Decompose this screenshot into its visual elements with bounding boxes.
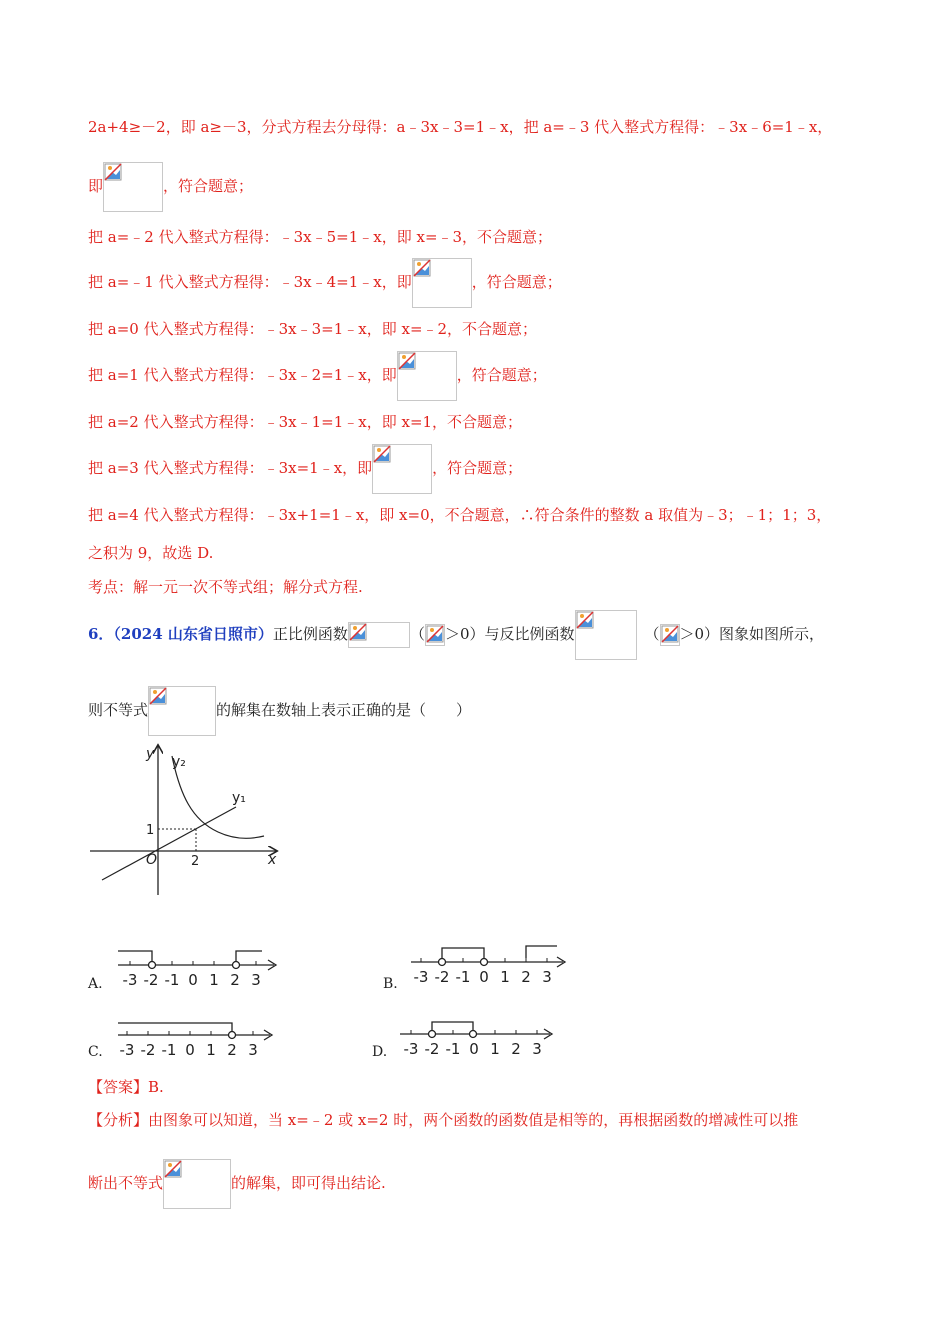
tick-label: -1	[161, 1041, 177, 1059]
solution-line-4	[88, 272, 562, 294]
question-text: 正比例函数	[272, 625, 348, 643]
formula-image-placeholder	[372, 444, 432, 494]
broken-image-icon	[164, 1160, 182, 1178]
tick-label: 1	[490, 1040, 500, 1058]
analysis-line-1	[88, 1110, 798, 1130]
tick-label: -1	[164, 971, 180, 989]
open-dot	[229, 1032, 236, 1039]
tick-label: 1	[206, 1041, 216, 1059]
solution-line-6	[88, 365, 547, 387]
origin-label: O	[146, 852, 158, 868]
formula-image-placeholder	[397, 351, 457, 401]
segment-d	[432, 1022, 473, 1030]
ray-left-c	[118, 1023, 232, 1031]
function-graph	[88, 740, 288, 900]
y-axis-label: y	[146, 746, 155, 762]
broken-image-icon	[576, 611, 594, 629]
line6-suffix: ，符合题意；	[456, 366, 547, 384]
tick-label: 0	[185, 1041, 195, 1059]
tick-label: 2	[511, 1040, 521, 1058]
tick-label: 3	[248, 1041, 258, 1059]
question-6-line-1	[88, 622, 824, 648]
solution-line-7: 把 a=2 代入整式方程得：﹣3x﹣1=1﹣x，即 x=1，不合题意；	[88, 413, 523, 431]
tick-label: -3	[122, 971, 138, 989]
number-line-a[interactable]	[114, 945, 284, 995]
broken-image-icon	[426, 625, 444, 643]
x-axis-label: x	[268, 852, 277, 868]
answer: 【答案】B.	[88, 1078, 164, 1096]
broken-image-icon	[398, 352, 416, 370]
analysis2-suffix: 的解集，即可得出结论.	[231, 1174, 386, 1192]
open-dot	[470, 1031, 477, 1038]
question-text-2-suffix: 的解集在数轴上表示正确的是（ ）	[216, 701, 472, 719]
paren-open: （	[644, 625, 660, 643]
solution-line-9: 把 a=4 代入整式方程得：﹣3x+1=1﹣x，即 x=0，不合题意，∴符合条件的整数 a 取值为﹣3；﹣1；1；3，	[88, 506, 832, 524]
tick-label: -3	[413, 968, 429, 986]
number-line-b[interactable]	[407, 940, 577, 990]
question-6-line-2	[88, 700, 471, 722]
tick-label: -2	[424, 1040, 440, 1058]
line8-prefix: 把 a=3 代入整式方程得：﹣3x=1﹣x，即	[88, 459, 373, 477]
broken-image-icon	[104, 163, 122, 181]
line6-prefix: 把 a=1 代入整式方程得：﹣3x﹣2=1﹣x，即	[88, 366, 397, 384]
option-b-label[interactable]: B.	[383, 976, 398, 992]
tick-label: 2	[227, 1041, 237, 1059]
segment-b	[442, 948, 484, 958]
tick-label-2: 2	[191, 854, 200, 869]
tick-label: 0	[469, 1040, 479, 1058]
formula-image-placeholder	[348, 622, 410, 648]
tick-label: 3	[542, 968, 552, 986]
ray-left-a	[118, 951, 152, 961]
tick-label: 1	[500, 968, 510, 986]
tick-label: 0	[188, 971, 198, 989]
broken-image-icon	[373, 445, 391, 463]
line4-prefix: 把 a=﹣1 代入整式方程得：﹣3x﹣4=1﹣x，即	[88, 273, 412, 291]
paren-open: （	[409, 625, 425, 643]
broken-image-icon	[349, 623, 367, 641]
tick-label: -2	[434, 968, 450, 986]
line8-suffix: ，符合题意；	[432, 459, 523, 477]
solution-line-1: 2a+4≥－2，即 a≥－3，分式方程去分母得：a﹣3x﹣3=1﹣x，把 a=﹣3 代入整式方程得：﹣3x﹣6=1﹣x，	[88, 118, 833, 136]
y2-label: y₂	[172, 754, 186, 770]
tick-label: 1	[209, 971, 219, 989]
y1-label: y₁	[232, 790, 246, 806]
formula-image-placeholder	[575, 610, 637, 660]
tick-label: -1	[445, 1040, 461, 1058]
option-a-label[interactable]: A.	[88, 976, 103, 992]
tick-label: -3	[119, 1041, 135, 1059]
option-d-label[interactable]: D.	[372, 1044, 388, 1060]
broken-image-icon	[661, 625, 679, 643]
analysis-text: 由图象可以知道，当 x=﹣2 或 x=2 时，两个函数的函数值是相等的，再根据函数的增减性可以推	[148, 1111, 799, 1129]
formula-image-placeholder	[163, 1159, 231, 1209]
open-dot	[429, 1031, 436, 1038]
question-number: 6．（2024 山东省日照市）	[88, 625, 273, 643]
formula-image-placeholder	[103, 162, 163, 212]
formula-image-placeholder	[425, 624, 445, 646]
tick-label: 3	[251, 971, 261, 989]
broken-image-icon	[413, 259, 431, 277]
line4-suffix: ，符合题意；	[471, 273, 562, 291]
solution-line-5: 把 a=0 代入整式方程得：﹣3x﹣3=1﹣x，即 x=﹣2，不合题意；	[88, 320, 538, 338]
broken-image-icon	[149, 687, 167, 705]
ray-right-b	[526, 946, 557, 958]
open-dot	[439, 959, 446, 966]
paren-close: ＞0）与反比例函数	[444, 625, 575, 643]
number-line-d[interactable]	[396, 1012, 566, 1062]
tick-label: 2	[521, 968, 531, 986]
ray-right-a	[236, 951, 262, 961]
tick-label-1: 1	[146, 823, 155, 838]
analysis-label: 【分析】	[88, 1111, 149, 1129]
tick-label: 2	[230, 971, 240, 989]
solution-line-8	[88, 458, 522, 480]
line2-suffix: ，符合题意；	[163, 177, 254, 195]
tick-label: -2	[140, 1041, 156, 1059]
paren-close: ＞0）图象如图所示，	[679, 625, 825, 643]
formula-image-placeholder	[412, 258, 472, 308]
tick-label: 3	[532, 1040, 542, 1058]
solution-line-2	[88, 176, 253, 198]
line-y1	[102, 807, 236, 880]
analysis2-prefix: 断出不等式	[88, 1174, 164, 1192]
open-dot	[149, 962, 156, 969]
open-dot	[233, 962, 240, 969]
question-text-2-prefix: 则不等式	[88, 701, 149, 719]
tick-label: 0	[479, 968, 489, 986]
line2-prefix: 即	[88, 177, 104, 195]
number-line-c[interactable]	[114, 1015, 284, 1065]
tick-label: -3	[403, 1040, 419, 1058]
solution-line-10: 之积为 9，故选 D.	[88, 544, 214, 562]
option-c-label[interactable]: C.	[88, 1044, 103, 1060]
tick-label: -1	[455, 968, 471, 986]
tick-label: -2	[143, 971, 159, 989]
knowledge-point: 考点：解一元一次不等式组；解分式方程.	[88, 578, 363, 596]
open-dot	[481, 959, 488, 966]
analysis-line-2	[88, 1173, 386, 1195]
solution-line-3: 把 a=﹣2 代入整式方程得：﹣3x﹣5=1﹣x，即 x=﹣3，不合题意；	[88, 228, 553, 246]
formula-image-placeholder	[660, 624, 680, 646]
formula-image-placeholder	[148, 686, 216, 736]
